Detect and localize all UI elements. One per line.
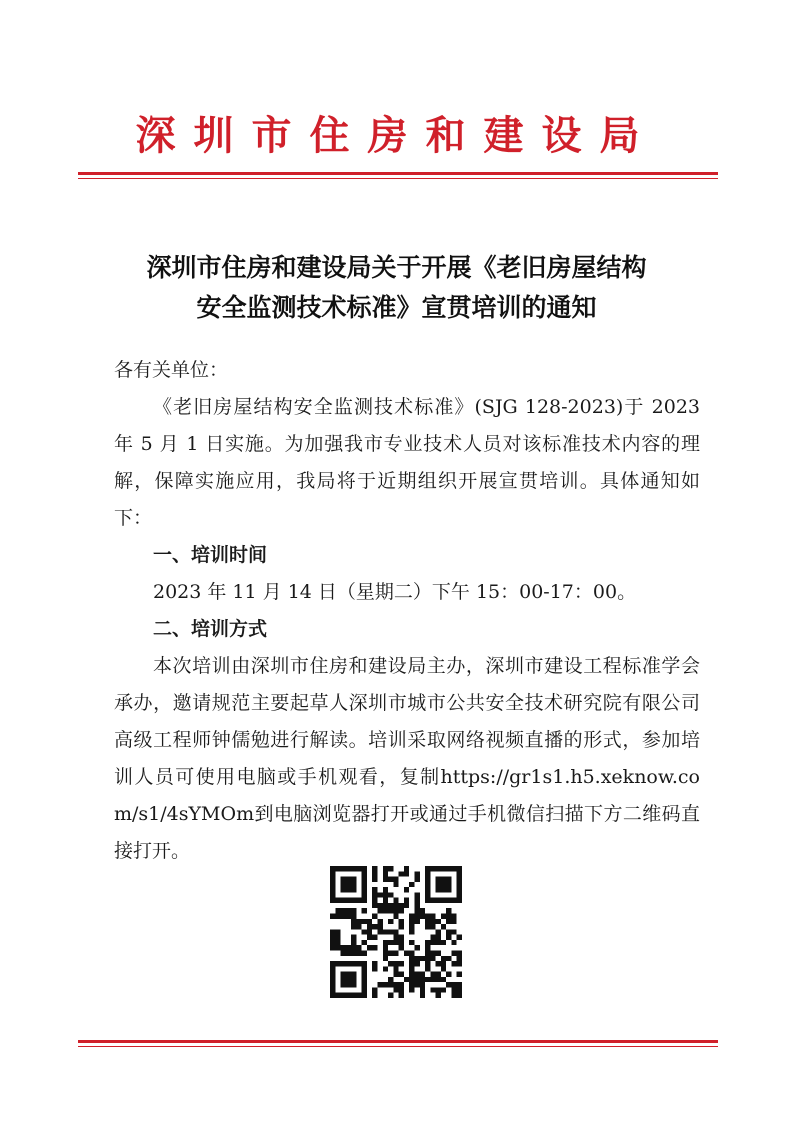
section-text-method: 本次培训由深圳市住房和建设局主办，深圳市建设工程标准学会承办，邀请规范主要起草人深圳市城市公共安全技术研究院有限公司高级工程师钟儒勉进行解读。培训采取网络视频直播的形式，参加培训人员可使用电脑或手机观看，复制https://gr1s1.h5.xeknow.com/s1/4sYMOm到电脑浏览器打开或通过手机微信扫描下方二维码直接打开。 [114, 655, 700, 862]
letterhead-rule-top [78, 172, 718, 179]
intro-paragraph: 《老旧房屋结构安全监测技术标准》(SJG 128-2023)于 2023 年 5 月 1 日实施。为加强我市专业技术人员对该标准技术内容的理解，保障实施应用，我局将于近期组织开展宣贯培训。具体通知如下： [114, 396, 700, 529]
document-body [114, 352, 700, 870]
document-title-line-1: 深圳市住房和建设局关于开展《老旧房屋结构 [146, 253, 647, 282]
section-text-time: 2023 年 11 月 14 日（星期二）下午 15：00-17：00。 [153, 581, 637, 603]
section-heading-method: 二、培训方式 [153, 618, 268, 640]
letterhead-title: 深圳市住房和建设局 [135, 112, 658, 159]
section-heading-time: 一、培训时间 [153, 544, 268, 566]
qr-code-icon [330, 866, 462, 998]
document-title [80, 248, 713, 328]
salutation: 各有关单位： [114, 359, 229, 381]
document-title-line-2: 安全监测技术标准》宣贯培训的通知 [196, 293, 597, 322]
letterhead-rule-bottom [78, 1040, 718, 1047]
